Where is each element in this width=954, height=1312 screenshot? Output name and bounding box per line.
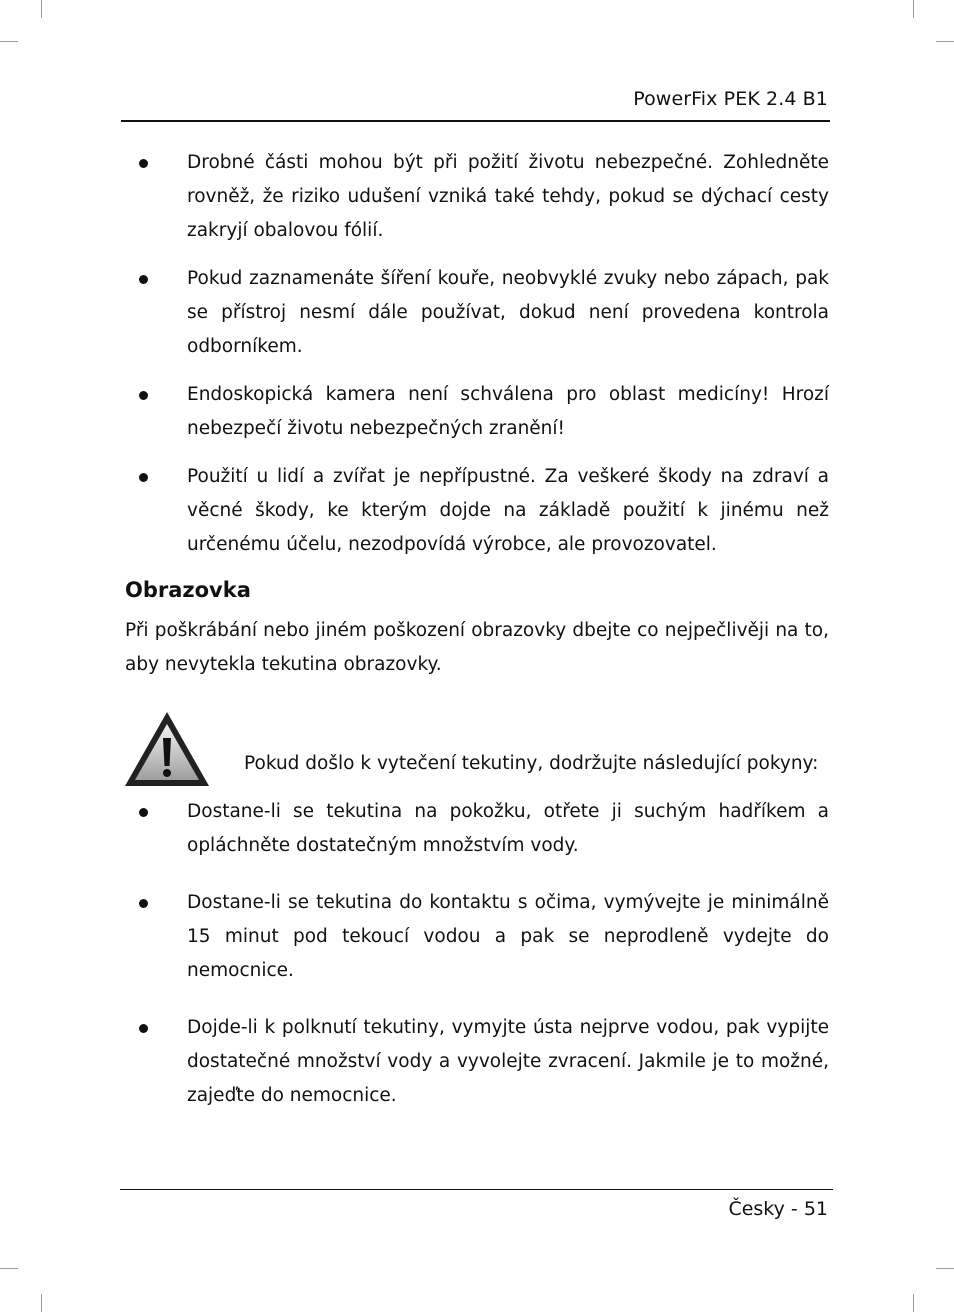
crop-mark <box>41 0 42 18</box>
section-paragraph: Při poškrábání nebo jiném poškození obrazovky dbejte co nejpečlivěji na to, aby nevytekla tekutina obrazovky. <box>125 620 829 675</box>
crop-mark <box>913 0 914 18</box>
list-item <box>125 460 829 562</box>
section-obrazovka <box>125 578 829 682</box>
page-number: Česky - 51 <box>728 1198 828 1220</box>
list-item <box>125 146 829 248</box>
list-item-text: Dojde-li k polknutí tekutiny, vymyjte ústa nejprve vodou, pak vypijte dostatečné množství vody a vyvolejte zvracení. Jakmile je to možné, zajeďte do nemocnice. <box>187 1017 829 1106</box>
crop-mark <box>913 1294 914 1312</box>
section-heading: Obrazovka <box>125 578 251 602</box>
footer-rule <box>120 1189 833 1190</box>
list-item-text: Použití u lidí a zvířat je nepřípustné. Za veškeré škody na zdraví a věcné škody, ke kterým dojde na základě použití k jinému než určenému účelu, nezodpovídá výrobce, ale provozovatel. <box>187 466 829 555</box>
list-item <box>125 886 829 988</box>
list-item-text: Pokud zaznamenáte šíření kouře, neobvyklé zvuky nebo zápach, pak se přístroj nesmí dále používat, dokud není provedena kontrola odborníkem. <box>187 268 829 357</box>
list-item <box>125 795 829 863</box>
list-item-text: Drobné části mohou být při požití životu nebezpečné. Zohledněte rovněž, že riziko udušení vzniká také tehdy, pokud se dýchací cesty zakryjí obalovou fólií. <box>187 152 829 241</box>
list-item-text: Dostane-li se tekutina do kontaktu s očima, vymývejte je minimálně 15 minut pod tekoucí vodou a pak se neprodleně vydejte do nemocnice. <box>187 892 829 981</box>
bullet-dot <box>139 275 148 284</box>
bullet-list-bottom <box>125 795 829 1113</box>
bullet-dot <box>139 391 148 400</box>
warning-triangle-icon <box>123 710 211 788</box>
bullet-dot <box>139 808 148 817</box>
header-rule <box>121 120 830 122</box>
list-item <box>125 262 829 364</box>
bullet-dot <box>139 473 148 482</box>
bullet-list-top <box>125 146 829 562</box>
bullet-dot <box>139 1024 148 1033</box>
list-item-text: Dostane-li se tekutina na pokožku, otřete ji suchým hadříkem a opláchněte dostatečným množstvím vody. <box>187 801 829 856</box>
warning-text: Pokud došlo k vytečení tekutiny, dodržujte následující pokyny: <box>244 753 819 774</box>
document-header-title: PowerFix PEK 2.4 B1 <box>633 88 828 110</box>
list-item <box>125 378 829 446</box>
list-item <box>125 1011 829 1113</box>
crop-mark <box>936 41 954 42</box>
bullet-dot <box>139 159 148 168</box>
crop-mark <box>936 1268 954 1269</box>
crop-mark <box>0 41 18 42</box>
list-item-text: Endoskopická kamera není schválena pro oblast medicíny! Hrozí nebezpečí životu nebezpečných zranění! <box>187 384 829 439</box>
bullet-dot <box>139 899 148 908</box>
crop-mark <box>0 1268 18 1269</box>
crop-mark <box>41 1294 42 1312</box>
